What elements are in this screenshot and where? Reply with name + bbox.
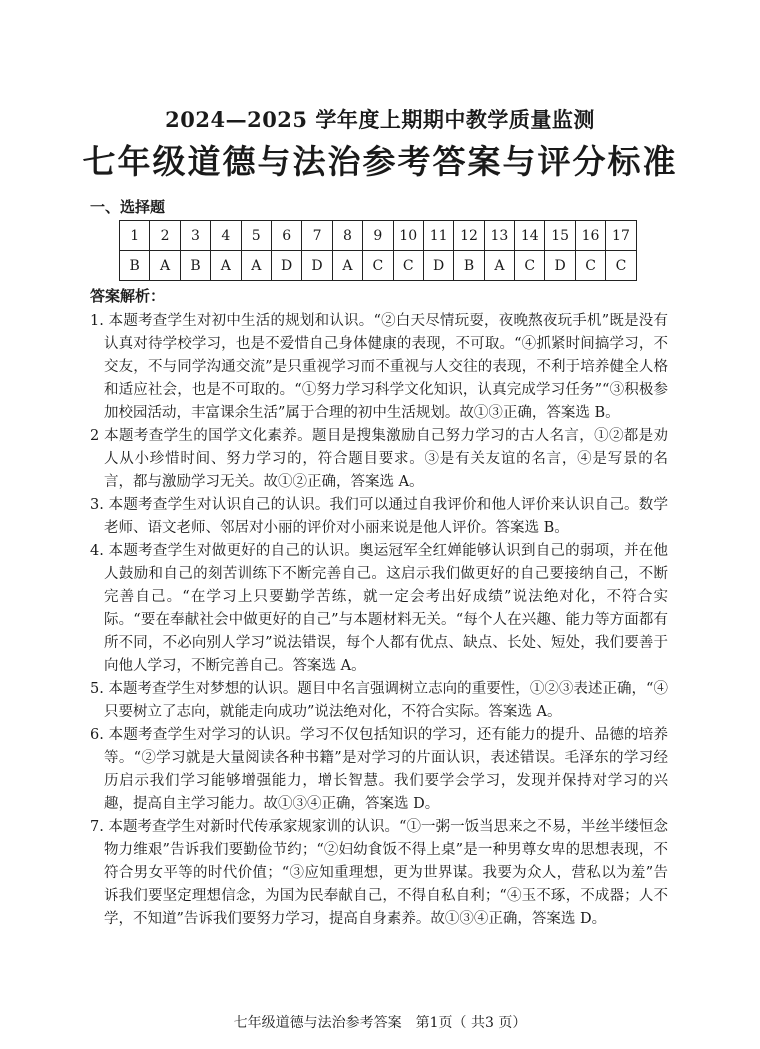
analysis-item-7: 7. 本题考查学生对新时代传承家规家训的认识。“①一粥一饭当思来之不易，半丝半缕恒念物力维艰”告诉我们要勤俭节约；“②妇幼食饭不得上桌”是一种男尊女卑的思想表现，不符合男女平等的时代价值；“③应知重理想，更为世界谋。我要为众人，营私以为羞”告诉我们要坚定理想信念，为国为民奉献自己，不得自私自利；“④玉不琢，不成器；人不学，不知道”告诉我们要努力学习，提高自身素养。故①③④正确，答案选 D。 <box>90 819 668 927</box>
answer-cell: D <box>302 251 332 281</box>
page-footer: 七年级道德与法治参考答案 第1页（ 共3 页） <box>233 1015 527 1031</box>
question-number-cell: 16 <box>575 221 605 251</box>
question-number-cell: 13 <box>484 221 514 251</box>
answer-cell: D <box>545 251 575 281</box>
answer-cell: D <box>423 251 453 281</box>
question-number-cell: 2 <box>150 221 180 251</box>
question-number-cell: 4 <box>211 221 241 251</box>
answer-row <box>120 251 637 281</box>
answer-cell: A <box>211 251 241 281</box>
analysis-item-3: 3. 本题考查学生对认识自己的认识。我们可以通过自我评价和他人评价来认识自己。数学老师、语文老师、邻居对小丽的评价对小丽来说是他人评价。答案选 B。 <box>90 497 668 536</box>
question-number-cell: 14 <box>515 221 545 251</box>
analysis-item-1: 1. 本题考查学生对初中生活的规划和认识。“②白天尽情玩耍，夜晚熬夜玩手机”既是没有认真对待学校学习，也是不爱惜自己身体健康的表现，不可取。“④抓紧时间搞学习，不交友，不与同学沟通交流”是只重视学习而不重视与人交往的表现，不利于培养健全人格和适应社会，也是不可取的。“①努力学习科学文化知识，认真完成学习任务”“③积极参加校园活动，丰富课余生活”属于合理的初中生活规划。故①③正确，答案选 B。 <box>90 313 668 421</box>
question-number-cell: 9 <box>363 221 393 251</box>
analysis-item-2: 2 本题考查学生的国学文化素养。题目是搜集激励自己努力学习的古人名言，①②都是劝人从小珍惜时间、努力学习的，符合题目要求。③是有关友谊的名言，④是写景的名言，都与激励学习无关。故①②正确，答案选 A。 <box>90 428 668 490</box>
question-number-cell: 17 <box>606 221 636 251</box>
answer-table <box>119 220 637 281</box>
answer-cell: D <box>271 251 301 281</box>
answer-cell: B <box>454 251 484 281</box>
analysis-item-6: 6. 本题考查学生对学习的认识。学习不仅包括知识的学习，还有能力的提升、品德的培养等。“②学习就是大量阅读各种书籍”是对学习的片面认识，表述错误。毛泽东的学习经历启示我们学习能够增强能力，增长智慧。我们要学会学习，发现并保持对学习的兴趣，提高自主学习能力。故①③④正确，答案选 D。 <box>90 727 668 812</box>
answer-cell: C <box>393 251 423 281</box>
question-number-cell: 7 <box>302 221 332 251</box>
question-number-cell: 3 <box>180 221 210 251</box>
analysis-heading: 答案解析： <box>90 287 166 305</box>
analysis-body <box>90 310 668 931</box>
document-title: 七年级道德与法治参考答案与评分标准 <box>82 142 678 181</box>
answer-cell: B <box>180 251 210 281</box>
answer-cell: A <box>332 251 362 281</box>
question-number-cell: 10 <box>393 221 423 251</box>
answer-cell: C <box>363 251 393 281</box>
answer-cell: A <box>484 251 514 281</box>
question-number-cell: 1 <box>120 221 150 251</box>
analysis-item-4: 4. 本题考查学生对做更好的自己的认识。奥运冠军全红婵能够认识到自己的弱项，并在他人鼓励和自己的刻苦训练下不断完善自己。这启示我们做更好的自己要接纳自己，不断完善自己。“在学习上只要勤学苦练，就一定会考出好成绩”说法绝对化，不符合实际。“要在奉献社会中做更好的自己”与本题材料无关。“每个人在兴趣、能力等方面都有所不同，不必向别人学习”说法错误，每个人都有优点、缺点、长处、短处，我们要善于向他人学习，不断完善自己。答案选 A。 <box>90 543 668 674</box>
answer-cell: A <box>241 251 271 281</box>
answer-cell: A <box>150 251 180 281</box>
question-number-cell: 8 <box>332 221 362 251</box>
question-number-cell: 15 <box>545 221 575 251</box>
exam-title: 2024—2025 学年度上期期中教学质量监测 <box>165 107 595 132</box>
answer-cell: B <box>120 251 150 281</box>
analysis-item-5: 5. 本题考查学生对梦想的认识。题目中名言强调树立志向的重要性，①②③表述正确，“④只要树立了志向，就能走向成功”说法绝对化，不符合实际。答案选 A。 <box>90 681 668 720</box>
question-number-cell: 12 <box>454 221 484 251</box>
question-number-cell: 5 <box>241 221 271 251</box>
section-heading-multiple-choice: 一、选择题 <box>90 198 166 216</box>
answer-cell: C <box>515 251 545 281</box>
question-number-cell: 6 <box>271 221 301 251</box>
question-number-cell: 11 <box>423 221 453 251</box>
answer-cell: C <box>606 251 636 281</box>
answer-cell: C <box>575 251 605 281</box>
question-number-row <box>120 221 637 251</box>
